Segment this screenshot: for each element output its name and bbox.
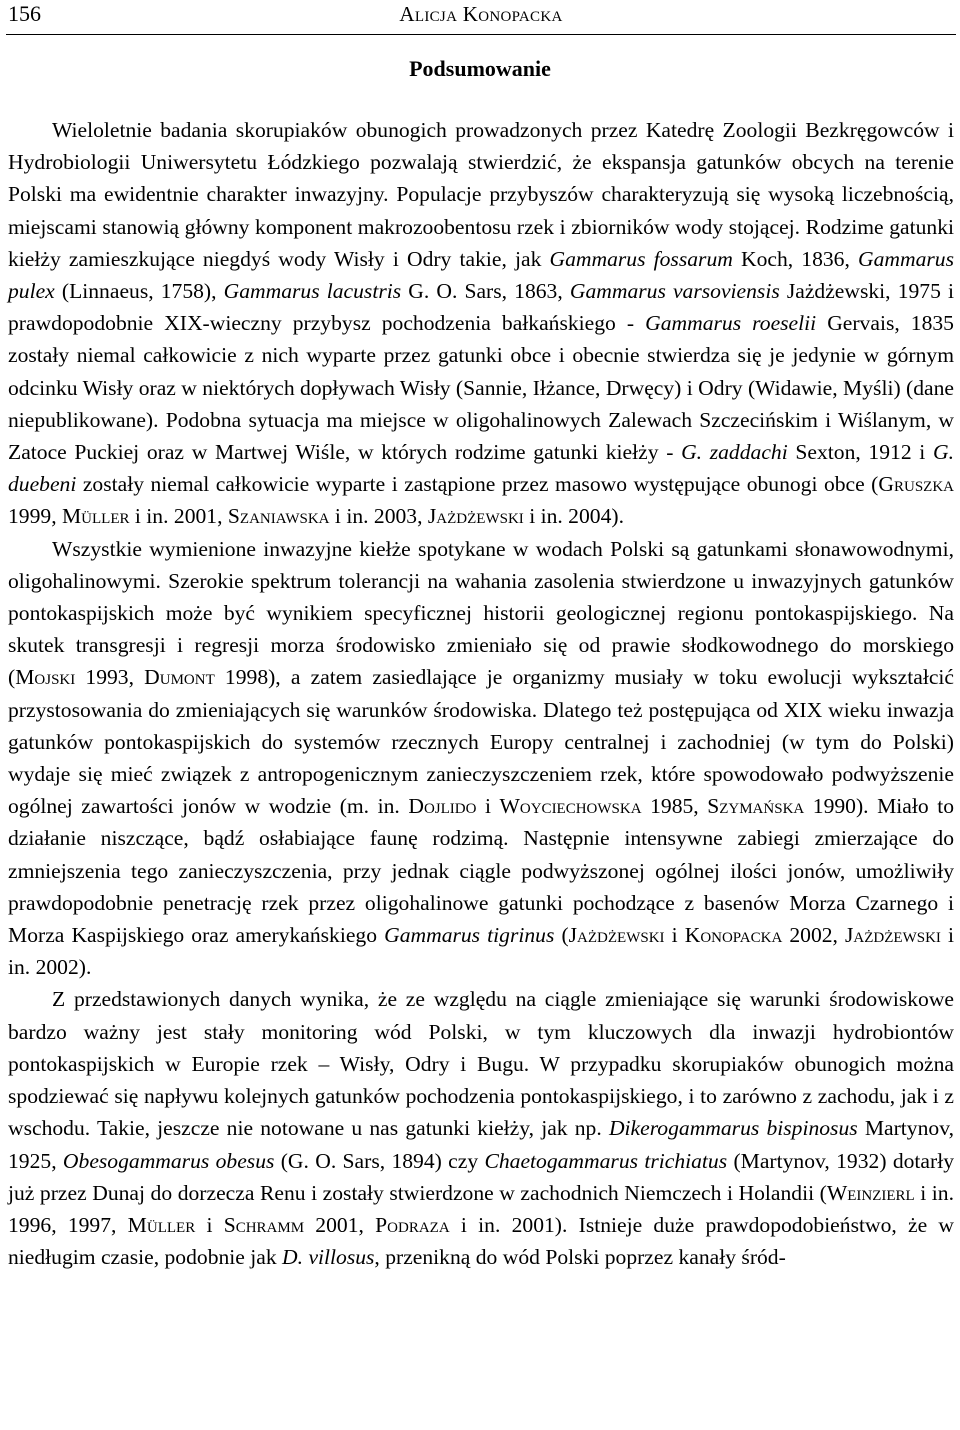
text-run: i in. 2001, — [129, 504, 228, 529]
text-run: 1985, — [641, 794, 708, 819]
citation-author: Dumont — [144, 665, 215, 690]
header-rule — [6, 34, 956, 35]
citation-author: Weinzierl — [826, 1180, 915, 1205]
text-run: Martynov, 1925, — [8, 1116, 954, 1173]
text-run: 1999, — [8, 504, 62, 529]
citation-author: Müller — [127, 1212, 196, 1237]
paragraph-1 — [8, 114, 954, 533]
species-name: Dikerogammarus bispinosus — [608, 1116, 858, 1141]
species-name: Gammarus lacustris — [223, 279, 402, 304]
citation-author: Szymańska — [707, 794, 805, 819]
paragraph-3 — [8, 983, 954, 1273]
citation-author: Konopacka — [684, 923, 783, 948]
text-run: 1998), a zatem zasiedlające je organizmy musiały w toku ewolucji wykształcić przystosowania do zmieniających się warunków środowiska. Dlatego też postępująca od XIX wieku inwazja gatunków pontokaspijskich do systemów rzecznych Europy centralnej i zachodniej (w tym do Polski) wydaje się mieć związek z antropogenicznym zanieczyszczeniem rzek, które spowodowało podwyższenie ogólnej zawartości jonów w wodzie (m. in. — [8, 665, 954, 819]
citation-author: Szaniawska — [227, 504, 330, 529]
text-run: G. O. Sars, 1863, — [401, 279, 570, 304]
text-run: 2002, — [782, 923, 846, 948]
text-run: zostały niemal całkowicie wyparte i zastąpione przez masowo występujące obunogi obce ( — [76, 472, 879, 497]
text-run: i — [664, 923, 685, 948]
citation-author: Dojlido — [408, 794, 477, 819]
text-run: i in. 2004). — [523, 504, 624, 529]
citation-author: Jażdżewski — [845, 923, 941, 948]
text-run: i in. 2001). Istnieje duże prawdopodobieństwo, że w niedługim czasie, podobnie jak — [8, 1212, 955, 1270]
text-run: (G. O. Sars, 1894) czy — [274, 1148, 485, 1173]
species-name: G. duebeni — [8, 440, 954, 497]
text-run: i — [476, 794, 500, 819]
species-name: Gammarus roeselii — [645, 311, 817, 336]
section-title: Podsumowanie — [409, 56, 551, 81]
species-name: Gammarus varsoviensis — [569, 279, 780, 304]
text-run: ( — [554, 923, 569, 948]
species-name: G. zaddachi — [681, 440, 788, 465]
paragraph-2 — [8, 533, 954, 984]
text-run: Wszystkie wymienione inwazyjne kiełże spotykane w wodach Polski są gatunkami słonawowodnymi, oligohalinowymi. Szerokie spektrum tolerancji na wahania zasolenia stwierdzone u inwazyjnych gatunków pontokaspijskich może być wynikiem specyficznej historii geologicznej regionu pontokaspijskiego. Na skutek transgresji i regresji morza środowisko zmieniało się od prawie słodkowodnego do morskiego ( — [8, 536, 954, 690]
text-run: Gervais, 1835 zostały niemal całkowicie z nich wyparte przez gatunki obce i obecnie stwierdza się je jedynie w górnym odcinku Wisły oraz w niektórych dopływach Wisły (Sannie, Iłżance, Drwęcy) i Odry (Widawie, Myśli) (dane niepublikowane). Podobna sytuacja ma miejsce w oligohalinowych Zalewach Szczecińskim i Wiślanym, w Zatoce Puckiej oraz w Martwej Wiśle, w których rodzime gatunki kiełży - — [8, 311, 954, 465]
text-run: (Martynov, 1932) dotarły już przez Dunaj do dorzecza Renu i zostały stwierdzone w zachodnich Niemczech i Holandii ( — [8, 1148, 954, 1205]
text-run: 1990). Miało to działanie niszczące, bądź osłabiające faunę rodzimą. Następnie intensywne zabiegi zmierzające do zmniejszenia tego zanieczyszczenia, przy jednak ciągle podwyższonej ogólnej ilości jonów, umożliwiły prawdopodobnie penetrację rzek przez oligohalinowe gatunki pochodzące z basenów Morza Czarnego i Morza Kaspijskiego oraz amerykańskiego — [8, 794, 954, 948]
page-number: 156 — [8, 1, 41, 26]
text-run: 1993, — [75, 665, 145, 690]
species-name: Gammarus pulex — [8, 246, 955, 304]
text-run: Z przedstawionych danych wynika, że ze względu na ciągle zmieniające się warunki środowiskowe bardzo ważny jest stały monitoring wód Polski, w tym kluczowych dla inwazji hydrobiontów pontokaspijskich w Europie rzek – Wisły, Odry i Bugu. W przypadku skorupiaków obunogich można spodziewać się napływu kolejnych gatunków pochodzenia pontokaspijskiego, i to zarówno z zachodu, jak i z wschodu. Takie, jeszcze nie notowane u nas gatunki kiełży, jak np. — [8, 987, 954, 1141]
page-header — [6, 0, 956, 33]
citation-author: Gruszka — [878, 472, 954, 497]
citation-author: Schramm — [223, 1212, 305, 1237]
species-name: Gammarus fossarum — [549, 246, 733, 271]
text-run: 2001, — [304, 1212, 376, 1237]
species-name: D. villosus — [282, 1245, 375, 1270]
text-run: Koch, 1836, — [732, 246, 859, 271]
citation-author: Jażdżewski — [568, 923, 665, 948]
citation-author: Woyciechowska — [499, 794, 642, 819]
text-run: i in. 1996, 1997, — [8, 1180, 954, 1237]
running-title: Alicja Konopacka — [399, 2, 563, 26]
citation-author: Mojski — [15, 665, 76, 690]
text-run: Jażdżewski, 1975 i prawdopodobnie XIX-wieczny przybysz pochodzenia bałkańskiego - — [8, 279, 954, 336]
species-name: Chaetogammarus trichiatus — [484, 1148, 728, 1173]
text-run: i in. 2002). — [8, 923, 955, 980]
species-name: Gammarus tigrinus — [384, 923, 555, 948]
text-run: , przenikną do wód Polski poprzez kanały śród- — [374, 1245, 786, 1270]
citation-author: Podraza — [375, 1212, 450, 1237]
body-text — [8, 114, 954, 1273]
text-run: i — [195, 1212, 224, 1237]
text-run: Sexton, 1912 i — [787, 440, 933, 465]
text-run: Wieloletnie badania skorupiaków obunogich prowadzonych przez Katedrę Zoologii Bezkręgowców i Hydrobiologii Uniwersytetu Łódzkiego pozwalają stwierdzić, że ekspansja gatunków obcych na terenie Polski ma ewidentnie charakter inwazyjny. Populacje przybyszów charakteryzują się wysoką liczebnością, miejscami stanowią główny komponent makrozoobentosu rzek i zbiorników wody stojącej. Rodzime gatunki kiełży zamieszkujące niegdyś wody Wisły i Odry takie, jak — [8, 118, 954, 271]
species-name: Obesogammarus obesus — [62, 1148, 275, 1173]
text-run: i in. 2003, — [329, 504, 428, 529]
citation-author: Müller — [61, 504, 130, 529]
citation-author: Jażdżewski — [427, 504, 524, 529]
text-run: (Linnaeus, 1758), — [54, 279, 224, 304]
